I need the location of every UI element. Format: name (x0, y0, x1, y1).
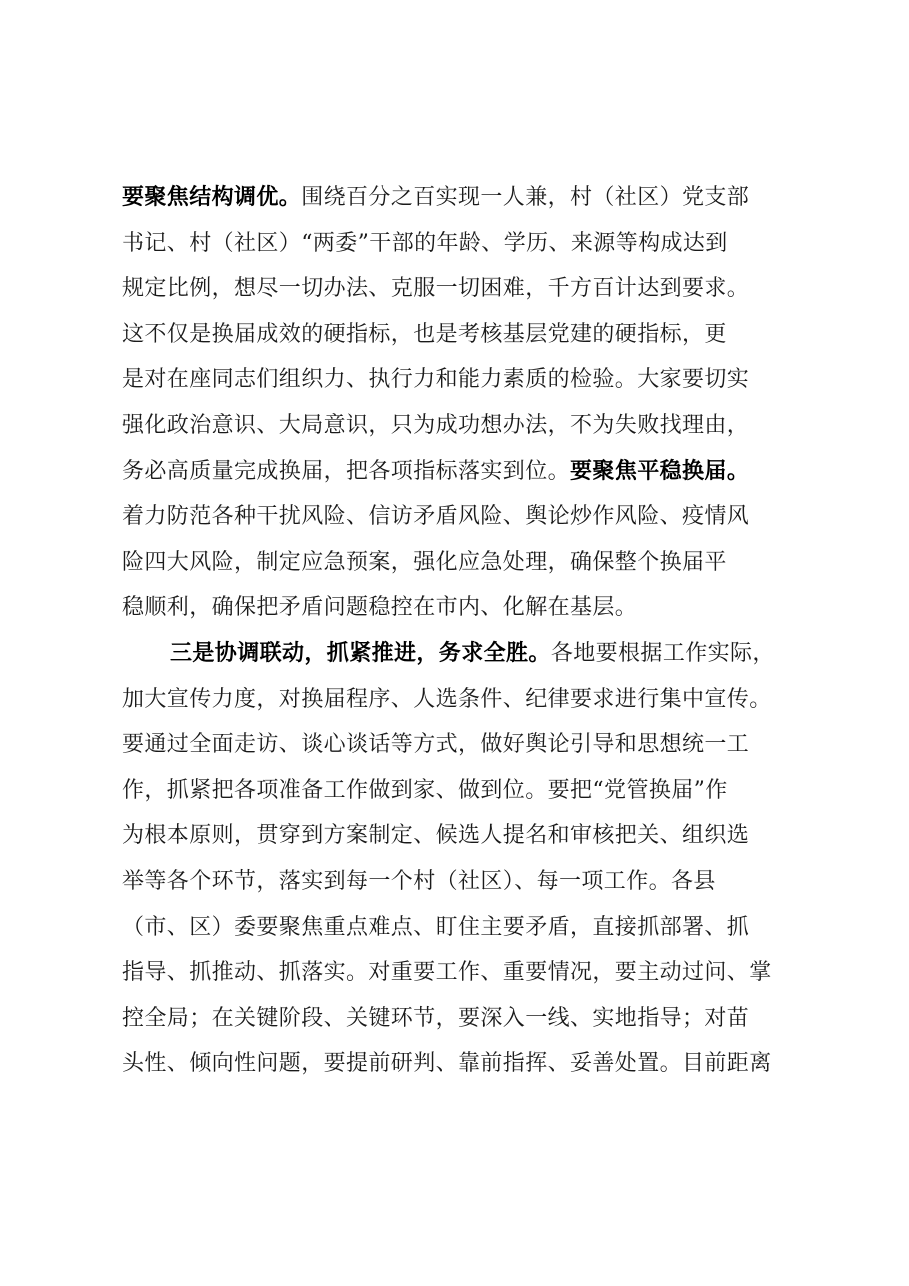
paragraph-1-line-2: 书记、村（社区）“两委”干部的年龄、学历、来源等构成达到 (122, 230, 728, 256)
paragraph-2-line-1-text: 各地要根据工作实际， (550, 640, 775, 666)
paragraph-1-heading: 要聚焦结构调优。 (122, 184, 302, 210)
paragraph-2-line-7: （市、区）委要聚焦重点难点、盯住主要矛盾，直接抓部署、抓 (122, 914, 750, 940)
paragraph-1-line-5: 是对在座同志们组织力、执行力和能力素质的检验。大家要切实 (122, 367, 750, 393)
paragraph-1-line-7-text: 务必高质量完成换届，把各项指标落实到位。 (122, 458, 571, 484)
paragraph-2-line-9: 控全局；在关键阶段、关键环节，要深入一线、实地指导；对苗 (122, 1005, 750, 1031)
paragraph-1-line-8: 着力防范各种干扰风险、信访矛盾风险、舆论炒作风险、疫情风 (122, 504, 750, 530)
paragraph-2-line-3: 要通过全面走访、谈心谈话等方式，做好舆论引导和思想统一工 (122, 732, 750, 758)
paragraph-2-line-10: 头性、倾向性问题，要提前研判、靠前指挥、妥善处置。目前距离 (122, 1051, 772, 1077)
paragraph-1-line-1-text: 围绕百分之百实现一人兼，村（社区）党支部 (301, 185, 750, 210)
paragraph-1-line-1 (122, 175, 794, 221)
paragraph-2-line-8: 指导、抓推动、抓落实。对重要工作、重要情况，要主动过问、掌 (122, 960, 772, 986)
paragraph-2-line-1 (122, 631, 794, 677)
paragraph-1-line-6: 强化政治意识、大局意识，只为成功想办法，不为失败找理由， (122, 412, 750, 438)
paragraph-1-line-9: 险四大风险，制定应急预案，强化应急处理，确保整个换届平 (122, 549, 727, 575)
paragraph-1-subheading: 要聚焦平稳换届。 (570, 457, 750, 484)
body-text (122, 175, 794, 1087)
paragraph-1-line-3: 规定比例，想尽一切办法、克服一切困难，千方百计达到要求。 (122, 276, 750, 302)
paragraph-1-line-7 (122, 449, 794, 495)
paragraph-2-line-5: 为根本原则，贯穿到方案制定、候选人提名和审核把关、组织选 (122, 823, 750, 849)
paragraph-2-line-2: 加大宣传力度，对换届程序、人选条件、纪律要求进行集中宣传。 (122, 686, 772, 712)
paragraph-1-line-4: 这不仅是换届成效的硬指标，也是考核基层党建的硬指标，更 (122, 321, 727, 347)
paragraph-2-heading: 三是协调联动，抓紧推进，务求全胜。 (170, 640, 551, 666)
paragraph-2-line-4: 作，抓紧把各项准备工作做到家、做到位。要把“党管换届”作 (122, 777, 728, 803)
paragraph-1-line-10: 稳顺利，确保把矛盾问题稳控在市内、化解在基层。 (122, 595, 638, 621)
paragraph-2-line-6: 举等各个环节，落实到每一个村（社区）、每一项工作。各县 (122, 868, 716, 894)
